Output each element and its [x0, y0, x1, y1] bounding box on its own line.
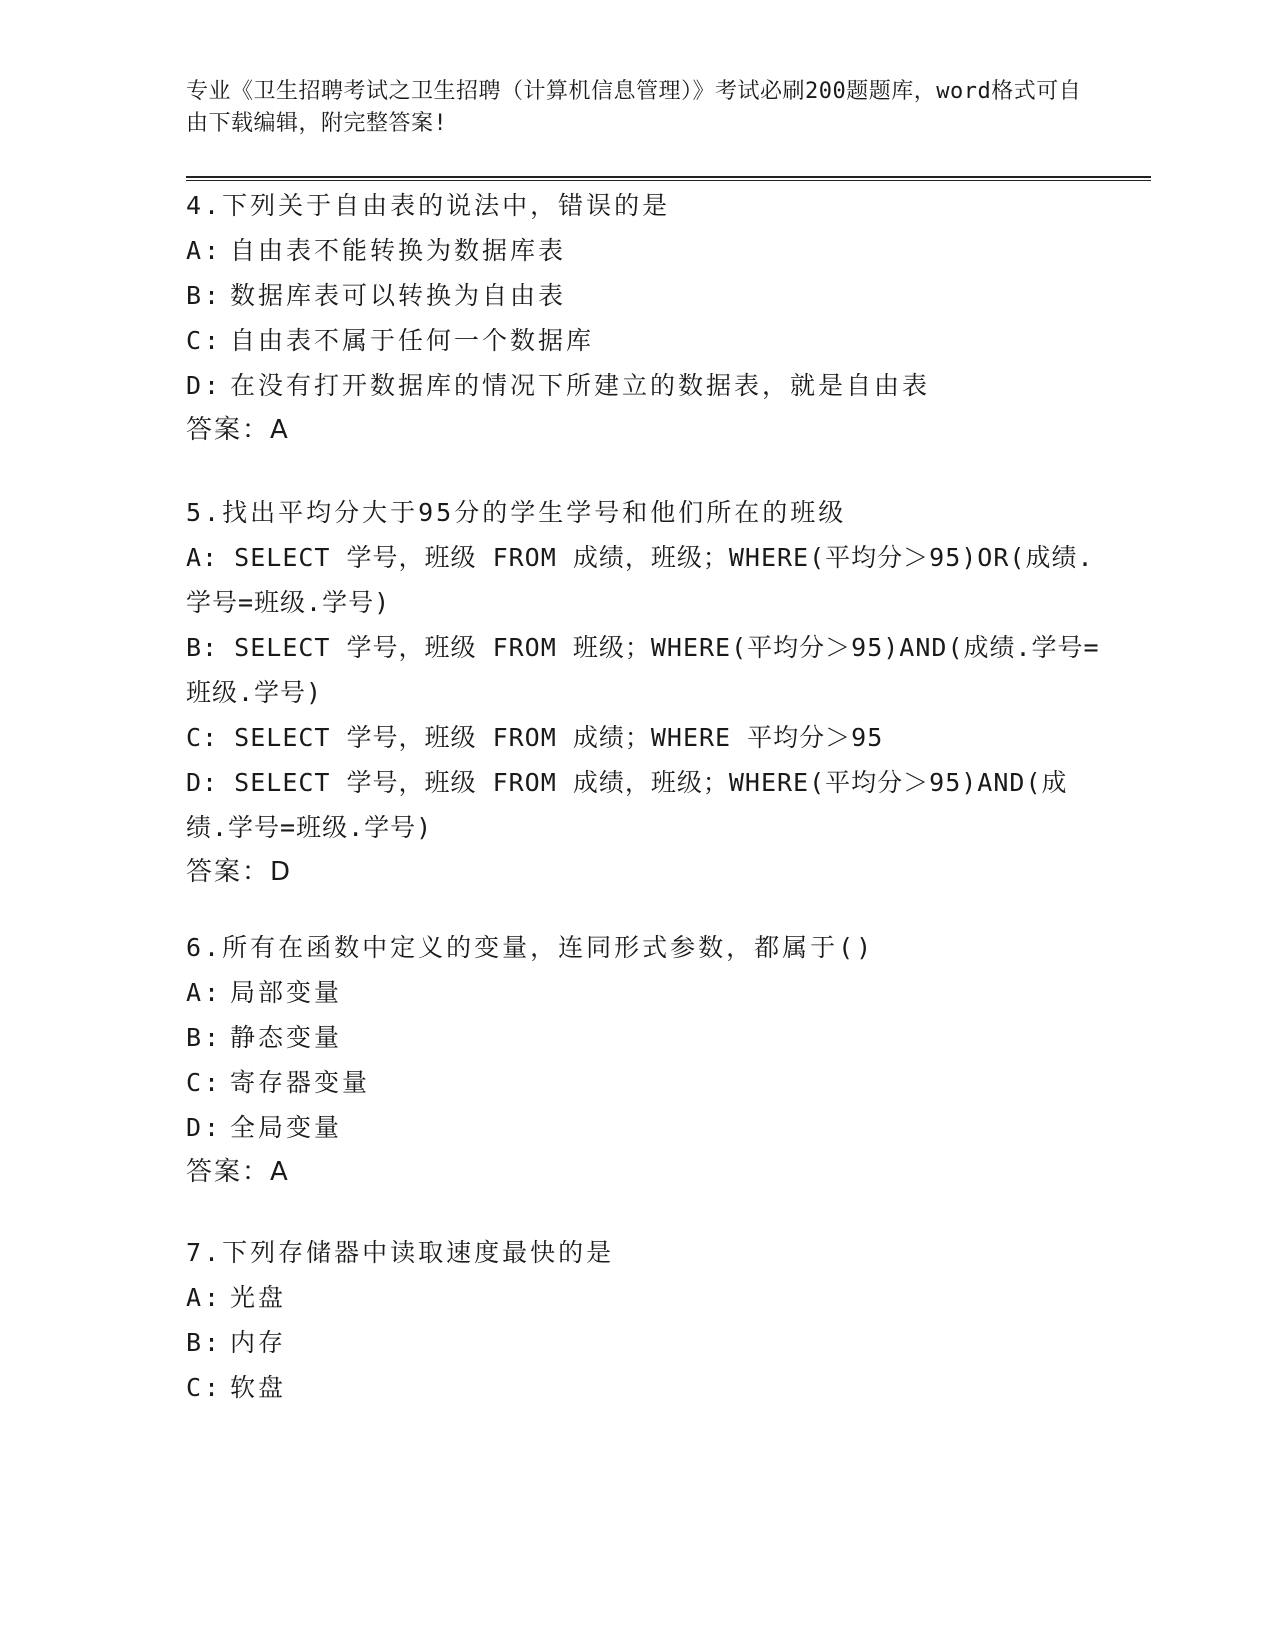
question-7	[186, 1230, 1106, 1410]
question-stem: 6.所有在函数中定义的变量，连同形式参数，都属于()	[186, 933, 875, 962]
option-text: 寄存器变量	[230, 1068, 371, 1097]
option-a	[186, 1275, 1106, 1320]
option-a	[186, 535, 1106, 625]
option-text: 自由表不能转换为数据库表	[230, 236, 567, 265]
option-d	[186, 760, 1106, 850]
option-a	[186, 228, 1106, 273]
option-text: SELECT 学号，班级 FROM 成绩；WHERE 平均分＞95	[234, 723, 884, 752]
option-b	[186, 1015, 1106, 1060]
option-text: 局部变量	[230, 978, 343, 1007]
option-c	[186, 1365, 1106, 1410]
option-text: 全局变量	[230, 1113, 343, 1142]
option-letter: A:	[186, 236, 223, 265]
answer-line: 答案：A	[186, 1157, 290, 1187]
header-divider	[186, 176, 1151, 181]
option-text: 静态变量	[230, 1023, 343, 1052]
option-text: SELECT 学号，班级 FROM 成绩，班级；WHERE(平均分＞95)AND(成绩.学号=班级.学号)	[186, 768, 1068, 842]
option-b	[186, 1320, 1106, 1365]
option-c	[186, 1060, 1106, 1105]
option-letter: A:	[186, 543, 219, 572]
option-c	[186, 715, 1106, 760]
option-letter: C:	[186, 1068, 223, 1097]
question-6	[186, 925, 1106, 1195]
option-letter: B:	[186, 1328, 223, 1357]
question-5	[186, 490, 1106, 895]
answer-line: 答案：A	[186, 415, 290, 445]
option-text: SELECT 学号，班级 FROM 班级；WHERE(平均分＞95)AND(成绩.学号=班级.学号)	[186, 633, 1100, 707]
option-text: 自由表不属于任何一个数据库	[230, 326, 595, 355]
question-stem: 7.下列存储器中读取速度最快的是	[186, 1238, 615, 1267]
option-b	[186, 273, 1106, 318]
option-letter: C:	[186, 326, 223, 355]
option-text: 数据库表可以转换为自由表	[230, 281, 567, 310]
option-letter: C:	[186, 1373, 223, 1402]
option-letter: A:	[186, 978, 223, 1007]
option-text: 在没有打开数据库的情况下所建立的数据表，就是自由表	[230, 371, 931, 400]
option-letter: B:	[186, 281, 223, 310]
question-stem: 4.下列关于自由表的说法中，错误的是	[186, 191, 671, 220]
option-d	[186, 1105, 1106, 1150]
option-text: 光盘	[230, 1283, 287, 1312]
option-b	[186, 625, 1106, 715]
answer-line: 答案：D	[186, 857, 293, 887]
option-text: SELECT 学号，班级 FROM 成绩，班级；WHERE(平均分＞95)OR(成绩.学号=班级.学号)	[186, 543, 1094, 617]
option-letter: B:	[186, 633, 219, 662]
option-letter: D:	[186, 371, 223, 400]
question-stem: 5.找出平均分大于95分的学生学号和他们所在的班级	[186, 498, 847, 527]
question-4	[186, 183, 1106, 453]
option-text: 软盘	[230, 1373, 287, 1402]
option-text: 内存	[230, 1328, 287, 1357]
option-letter: D:	[186, 768, 219, 797]
option-c	[186, 318, 1106, 363]
document-header: 专业《卫生招聘考试之卫生招聘（计算机信息管理）》考试必刷200题题库，word格式可自由下载编辑，附完整答案!	[186, 79, 1082, 136]
option-letter: B:	[186, 1023, 223, 1052]
option-letter: D:	[186, 1113, 223, 1142]
option-letter: C:	[186, 723, 219, 752]
option-letter: A:	[186, 1283, 223, 1312]
option-d	[186, 363, 1106, 408]
option-a	[186, 970, 1106, 1015]
